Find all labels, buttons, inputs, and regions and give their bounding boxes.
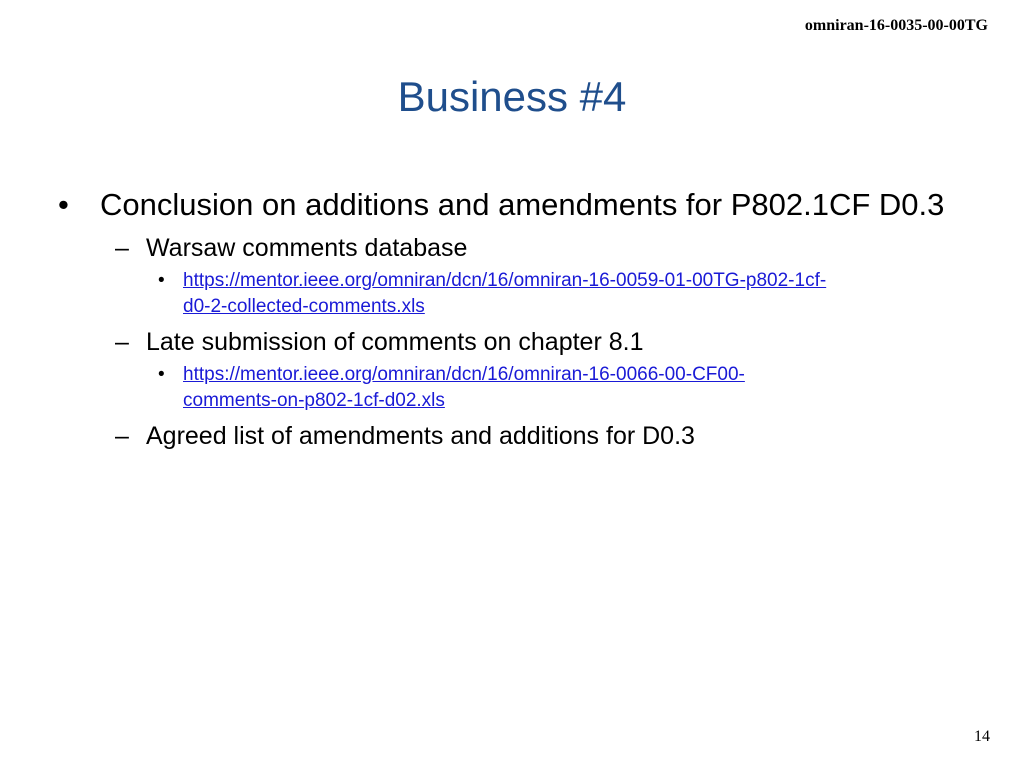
dash-marker: – [115, 422, 129, 450]
slide-content [0, 184, 1024, 452]
page-number: 14 [974, 728, 990, 745]
link-line: https://mentor.ieee.org/omniran/dcn/16/omniran-16-0059-01-00TG-p802-1cf- [183, 270, 827, 291]
sub-bullet-text: Agreed list of amendments and additions for D0.3 [146, 422, 695, 450]
slide-title: Business #4 [397, 73, 627, 120]
link-line: comments-on-p802-1cf-d02.xls [183, 390, 445, 411]
link-item-collected-comments [0, 268, 1024, 320]
sub-bullet-late-submission [0, 326, 1024, 358]
link-line: d0-2-collected-comments.xls [183, 296, 425, 317]
link-line: https://mentor.ieee.org/omniran/dcn/16/omniran-16-0066-00-CF00- [183, 364, 745, 385]
dash-marker: – [115, 234, 129, 262]
chapter-comments-link[interactable] [183, 364, 745, 411]
collected-comments-link[interactable] [183, 270, 826, 317]
sub-bullet-text: Warsaw comments database [146, 234, 468, 262]
sub-bullet-agreed-list [0, 420, 1024, 452]
link-block [183, 362, 983, 414]
sub-bullet-text: Late submission of comments on chapter 8.1 [146, 328, 644, 356]
bullet-marker: • [58, 187, 69, 222]
bullet-marker: • [158, 364, 165, 385]
bullet-marker: • [158, 270, 165, 291]
dash-marker: – [115, 328, 129, 356]
link-item-chapter-comments [0, 362, 1024, 414]
sub-bullet-warsaw [0, 232, 1024, 264]
link-block [183, 268, 983, 320]
document-id: omniran-16-0035-00-00TG [804, 17, 988, 34]
bullet-conclusion [0, 184, 1024, 226]
bullet-text: Conclusion on additions and amendments for P802.1CF D0.3 [100, 187, 945, 222]
